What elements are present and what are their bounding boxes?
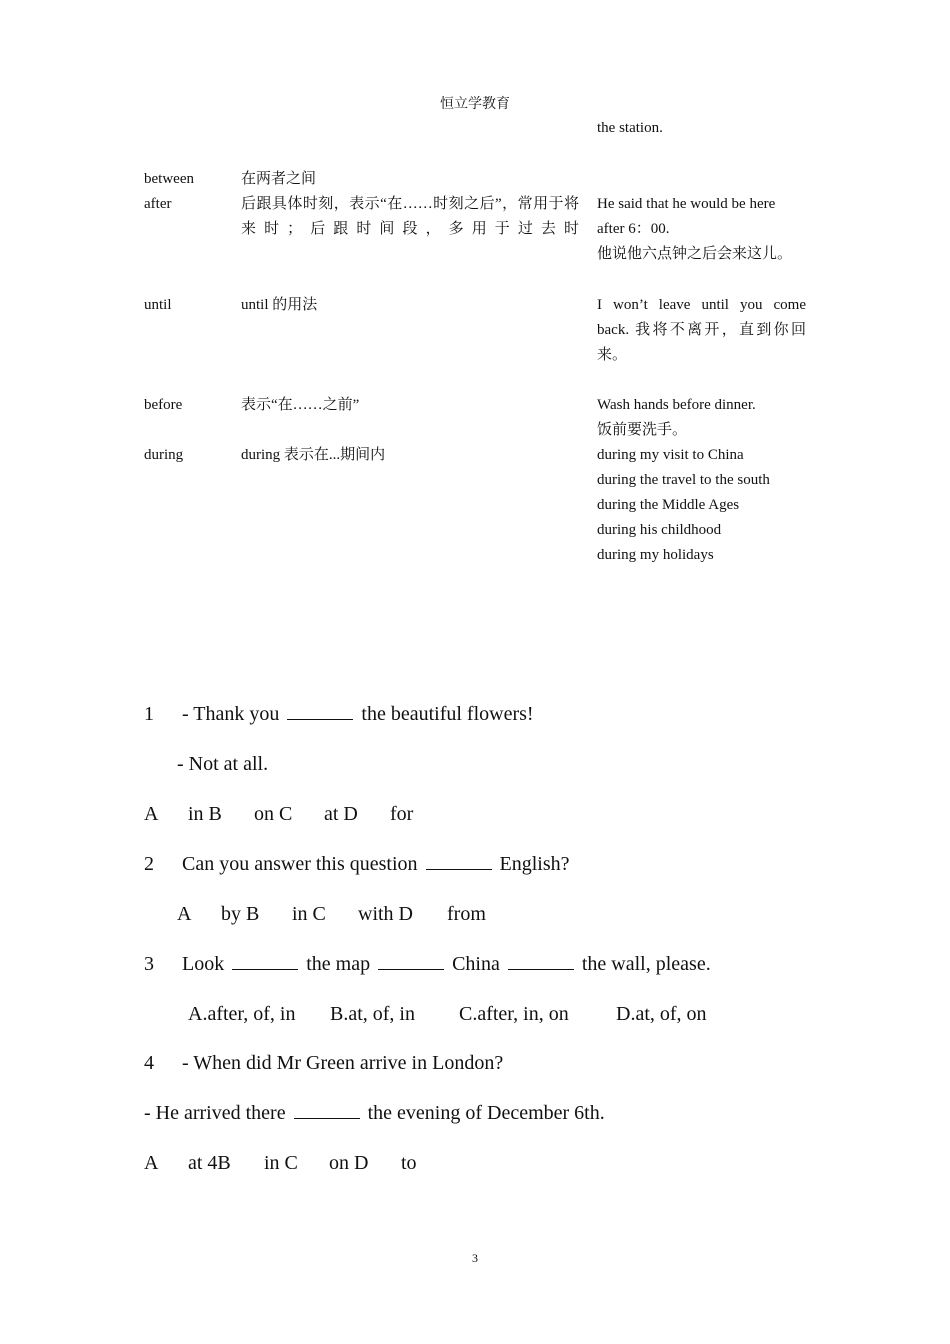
question-number: 2 bbox=[144, 853, 154, 875]
page-header: 恒立学教育 bbox=[440, 97, 510, 112]
answer-blank bbox=[426, 853, 492, 870]
option: in C bbox=[292, 903, 326, 925]
example-until-line-3: 来。 bbox=[597, 347, 628, 363]
option: from bbox=[447, 903, 486, 925]
question-3 bbox=[144, 952, 711, 976]
option: in C bbox=[264, 1152, 298, 1174]
question-text: China bbox=[452, 953, 500, 975]
option: A bbox=[177, 903, 192, 925]
meaning-during: during 表示在...期间内 bbox=[241, 447, 386, 463]
meaning-after: 后跟具体时刻，表示“在……时刻之后”，常用于将来时；后跟时间段，多用于过去时 bbox=[241, 196, 579, 237]
question-number: 4 bbox=[144, 1052, 154, 1074]
question-4-line-2 bbox=[144, 1101, 605, 1125]
question-text: the map bbox=[306, 953, 371, 975]
meaning-until: until 的用法 bbox=[241, 297, 318, 313]
option: at D bbox=[324, 803, 358, 825]
question-4-options bbox=[144, 1151, 417, 1175]
option: on C bbox=[254, 803, 293, 825]
question-3-options bbox=[188, 1002, 707, 1026]
example-text: the station. bbox=[597, 120, 663, 136]
example-after-line-1: He said that he would be here bbox=[597, 196, 776, 212]
option: on D bbox=[329, 1152, 369, 1174]
example-during-line-5: during my holidays bbox=[597, 547, 714, 563]
example-before-line-1: Wash hands before dinner. bbox=[597, 397, 756, 413]
option: A bbox=[144, 803, 159, 825]
question-2-options bbox=[177, 902, 486, 926]
question-text: English? bbox=[499, 853, 570, 875]
option: by B bbox=[221, 903, 260, 925]
question-text: Look bbox=[182, 953, 225, 975]
option: in B bbox=[188, 803, 222, 825]
word-before: before bbox=[144, 397, 183, 413]
meaning-between: 在两者之间 bbox=[241, 171, 317, 187]
question-text: Can you answer this question bbox=[182, 853, 418, 875]
question-number: 1 bbox=[144, 703, 154, 725]
question-text: the wall, please. bbox=[581, 953, 711, 975]
question-text: the beautiful flowers! bbox=[361, 703, 534, 725]
page-number: 3 bbox=[472, 1251, 478, 1265]
example-after-line-3: 他说他六点钟之后会来这儿。 bbox=[597, 246, 793, 262]
word-during: during bbox=[144, 447, 184, 463]
option: A.after, of, in bbox=[188, 1003, 296, 1025]
example-during-line-4: during his childhood bbox=[597, 522, 722, 538]
question-1 bbox=[144, 702, 534, 726]
example-during-line-2: during the travel to the south bbox=[597, 472, 770, 488]
question-2 bbox=[144, 852, 570, 876]
question-text: - Thank you bbox=[182, 703, 280, 725]
answer-blank bbox=[294, 1102, 360, 1119]
option: C.after, in, on bbox=[459, 1003, 569, 1025]
answer-blank bbox=[287, 703, 353, 720]
option: A bbox=[144, 1152, 159, 1174]
example-after-line-2: after 6：00. bbox=[597, 221, 670, 237]
question-number: 3 bbox=[144, 953, 154, 975]
word-between: between bbox=[144, 171, 194, 187]
word-after: after bbox=[144, 196, 172, 212]
option: to bbox=[401, 1152, 417, 1174]
option: with D bbox=[358, 903, 413, 925]
option: B.at, of, in bbox=[330, 1003, 415, 1025]
question-text: - He arrived there bbox=[144, 1102, 286, 1124]
question-4 bbox=[144, 1051, 503, 1075]
meaning-before: 表示“在……之前” bbox=[241, 397, 360, 413]
example-before-line-2: 饭前要洗手。 bbox=[597, 422, 688, 438]
example-during-line-1: during my visit to China bbox=[597, 447, 744, 463]
example-until-line-2: back. 我将不离开，直到你回 bbox=[597, 322, 806, 338]
option: for bbox=[390, 803, 414, 825]
option: D.at, of, on bbox=[616, 1003, 707, 1025]
example-during-line-3: during the Middle Ages bbox=[597, 497, 740, 513]
question-1-options bbox=[144, 802, 413, 826]
answer-blank bbox=[378, 953, 444, 970]
option: at 4B bbox=[188, 1152, 231, 1174]
word-until: until bbox=[144, 297, 172, 313]
answer-blank bbox=[232, 953, 298, 970]
question-1-reply: - Not at all. bbox=[177, 753, 269, 775]
example-until-line-1: I won’t leave until you come bbox=[597, 297, 806, 313]
question-text: - When did Mr Green arrive in London? bbox=[182, 1052, 504, 1074]
answer-blank bbox=[508, 953, 574, 970]
question-text: the evening of December 6th. bbox=[367, 1102, 605, 1124]
